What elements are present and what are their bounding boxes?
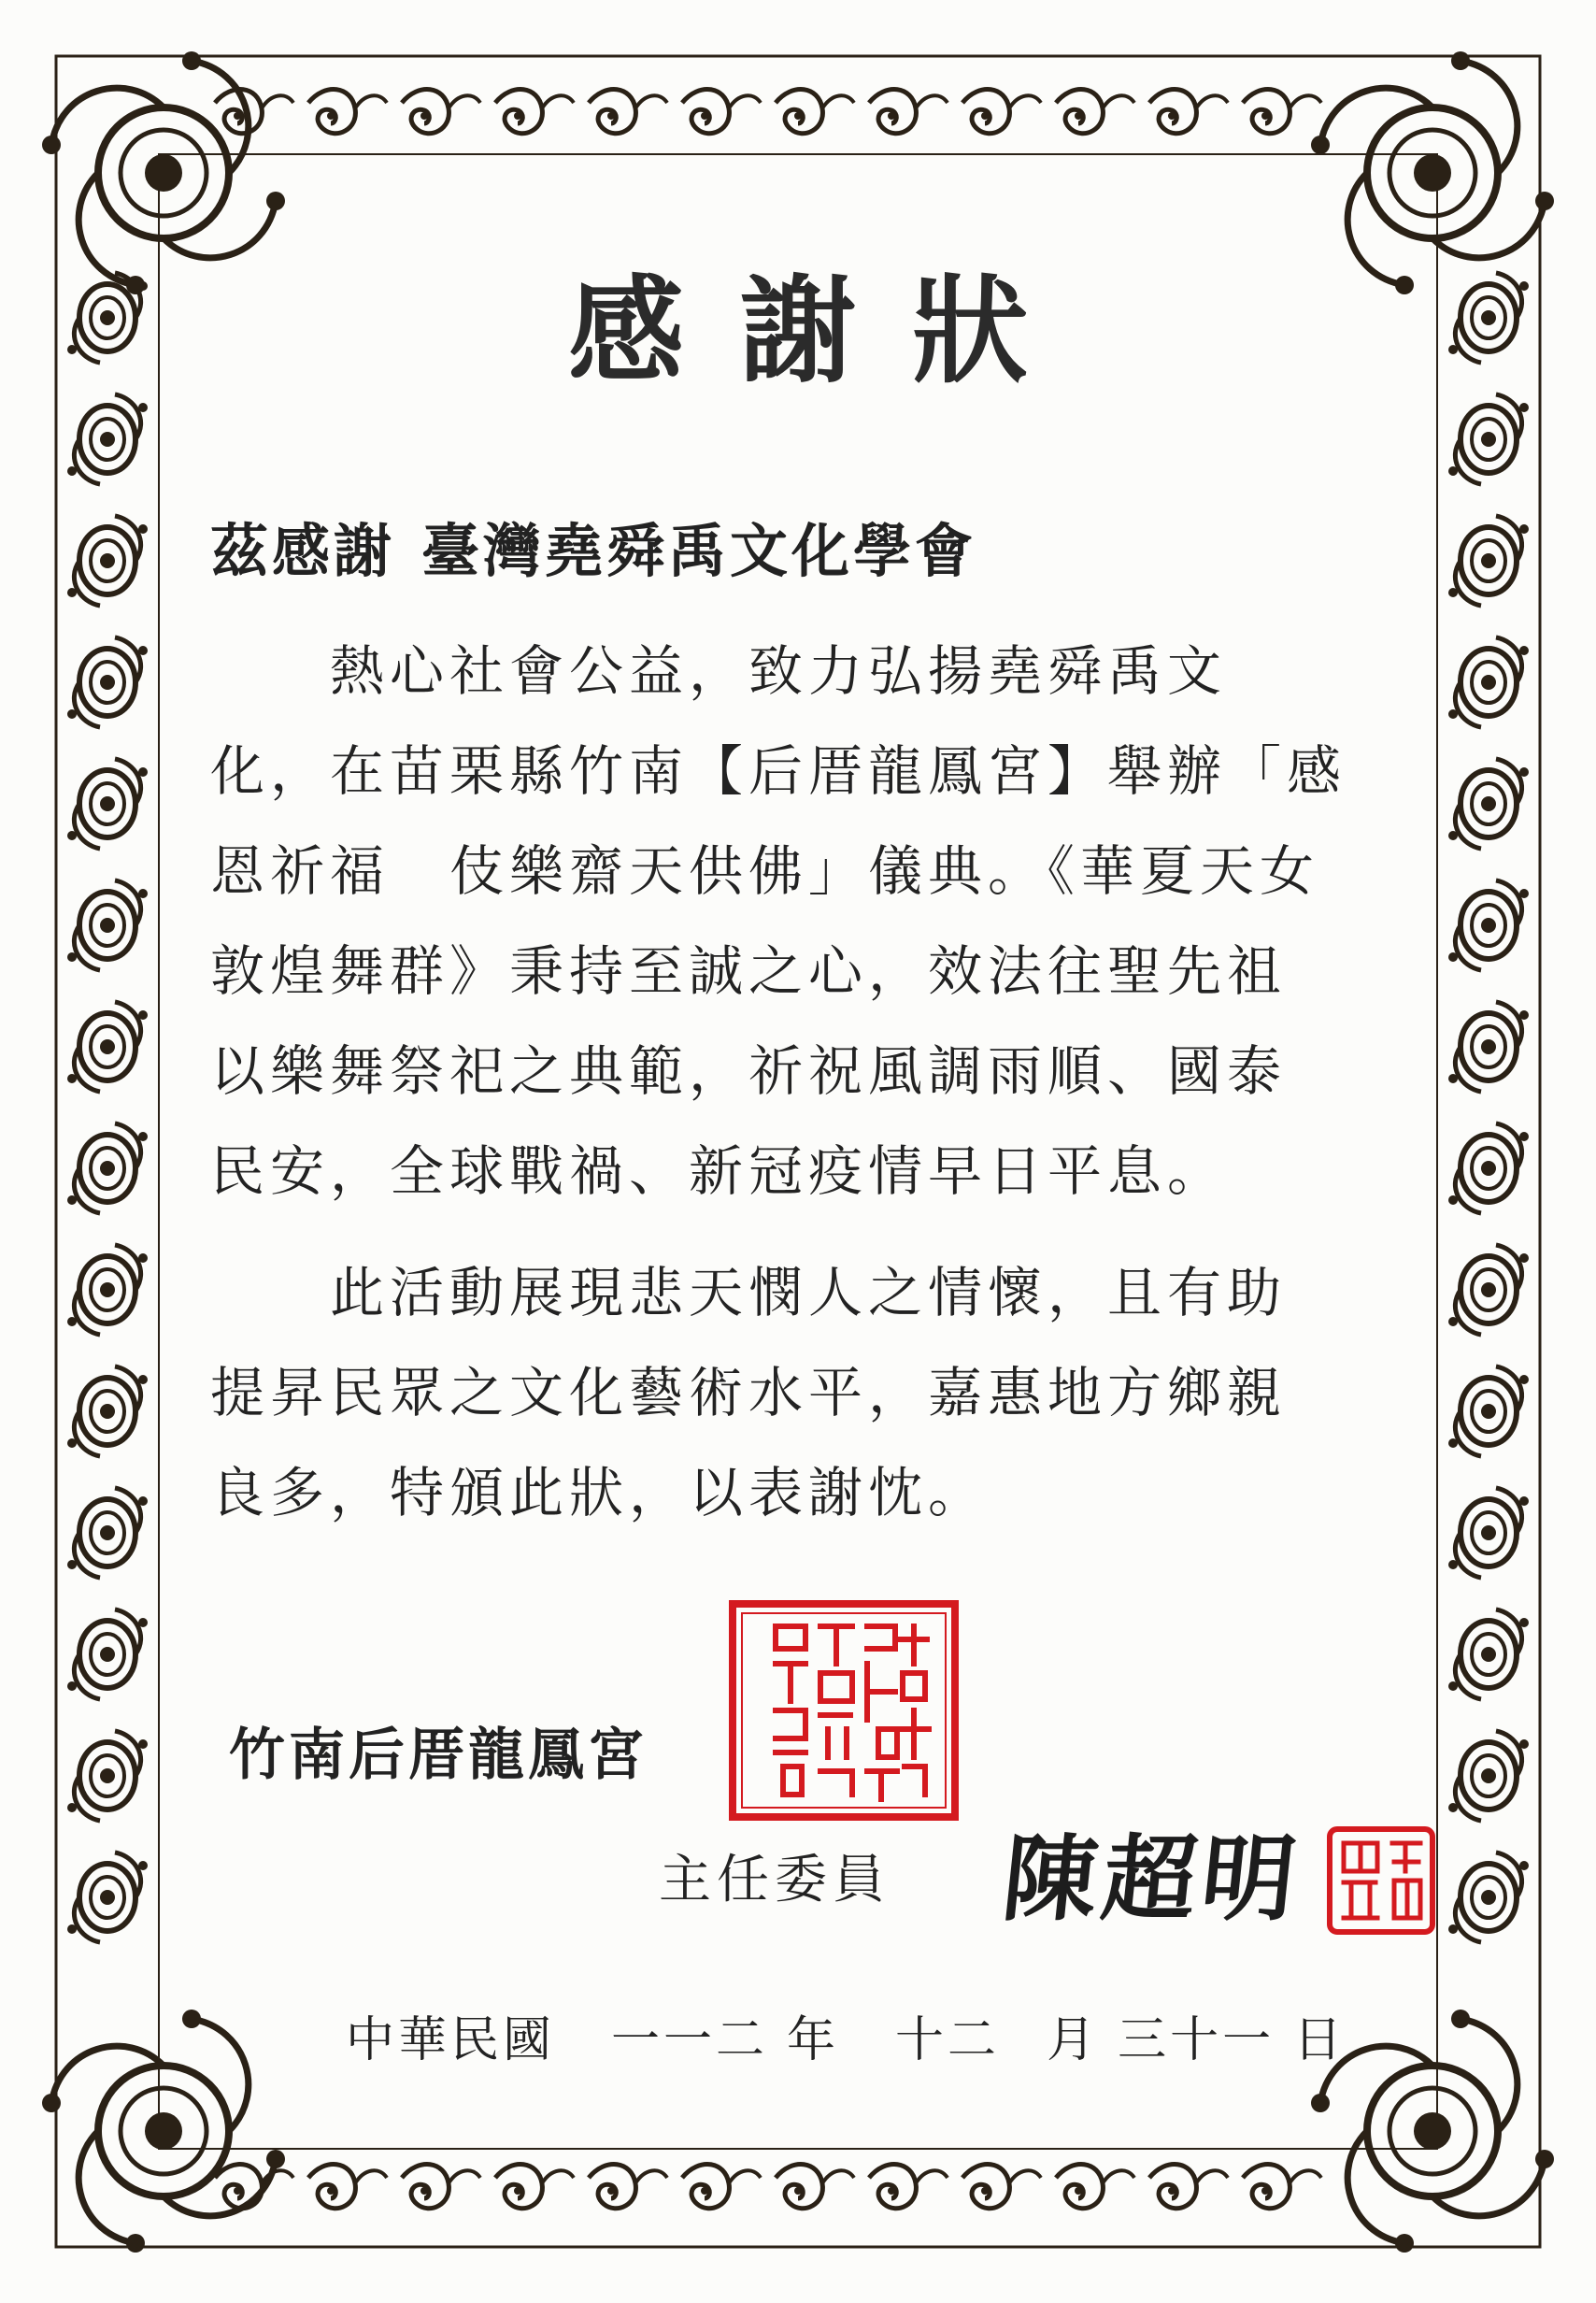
recipient-name: 臺灣堯舜禹文化學會 (421, 517, 977, 585)
issuer-name: 竹南后厝龍鳳宮 (229, 1723, 648, 1788)
temple-seal (727, 1598, 961, 1823)
body-paragraph-2 (210, 1243, 1425, 1543)
paragraph-line: 提昇民眾之文化藝術水平，嘉惠地方鄉親 (210, 1361, 1288, 1424)
body-paragraph-1 (210, 622, 1425, 1222)
paragraph-line: 民安，全球戰禍、新冠疫情早日平息。 (210, 1139, 1228, 1203)
recipient-line (210, 505, 976, 588)
signatory-role: 主任委員 (659, 1850, 891, 1910)
paragraph-line: 此活動展現悲天憫人之情懷，且有助 (210, 1261, 1288, 1324)
date-month: 十二 (895, 2012, 1001, 2068)
paragraph-line: 恩祈福 伎樂齋天供佛」儀典。《華夏天女 (210, 839, 1320, 903)
date-month-unit: 月 (1047, 2012, 1100, 2068)
signature: 陳超明 (997, 1824, 1307, 1934)
paragraph-line: 化，在苗栗縣竹南【后厝龍鳳宮】舉辦「感 (210, 739, 1347, 803)
date-day: 三十一 (1118, 2012, 1275, 2068)
certificate-title: 感謝狀 (567, 264, 1084, 399)
date-year-unit: 年 (787, 2012, 840, 2068)
recipient-prefix: 茲感謝 (210, 517, 396, 585)
paragraph-line: 良多，特頒此狀，以表謝忱。 (210, 1461, 989, 1524)
paragraph-line: 以樂舞祭祀之典範，祈祝風調雨順、國泰 (210, 1039, 1288, 1103)
date-day-unit: 日 (1293, 2012, 1347, 2068)
paragraph-line: 熱心社會公益，致力弘揚堯舜禹文 (210, 639, 1228, 703)
paragraph-line: 敦煌舞群》秉持至誠之心，效法往聖先祖 (210, 939, 1288, 1003)
personal-seal (1325, 1824, 1437, 1937)
issue-date (346, 2000, 1346, 2070)
date-era: 中華民國 (346, 2012, 556, 2068)
date-year: 一一二 (611, 2012, 769, 2068)
